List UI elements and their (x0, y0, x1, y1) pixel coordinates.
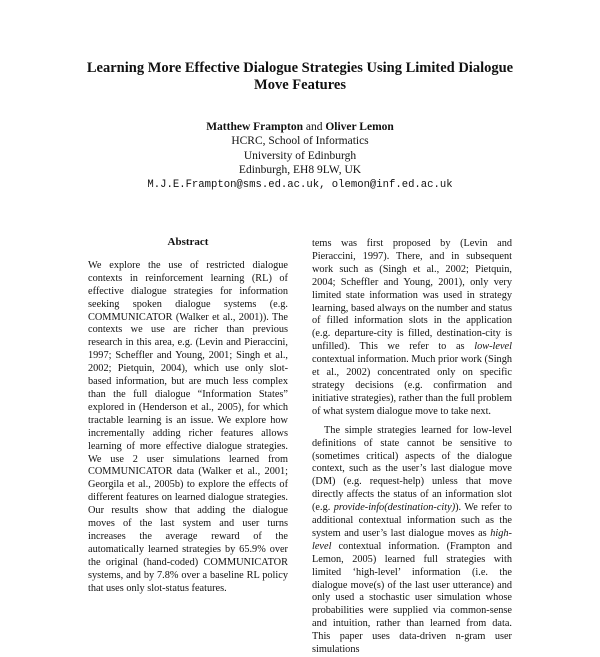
author-names (80, 120, 520, 134)
intro-paragraph-1: tems was first proposed by (Levin and Pieraccini, 1997). There, and in subsequent work such as (Singh et al., 2002; Pietquin, 2004; Scheffler and Young, 2001), only very limited state information was used in strategy learning, based always on the number and status of filled information slots in the application (e.g. departure-city is filled, destination-city is unfilled). This we refer to as low-level contextual information. Much prior work (Singh et al., 2002) concentrated only on specific strategy decisions (e.g. confirmation and initiative strategies), rather than the full problem of what system dialogue move to take next. (312, 238, 512, 417)
author-emails: M.J.E.Frampton@sms.ed.ac.uk, olemon@inf.ed.ac.uk (147, 178, 453, 191)
abstract-column (88, 236, 288, 595)
affiliation-line-3: Edinburgh, EH8 9LW, UK (238, 164, 362, 177)
affiliation-line-1: HCRC, School of Informatics (231, 135, 369, 148)
right-column (312, 238, 512, 657)
abstract-heading: Abstract (167, 236, 209, 248)
author-2: Oliver Lemon (325, 121, 394, 133)
intro-paragraph-2: The simple strategies learned for low-level definitions of state cannot be sensitive to (sometimes critical) aspects of the dialogue context, such as the user’s last dialogue move (DM) (e.g. request-help) unless that move directly affects the status of an information slot (e.g. provide-info(destination-city)). We refer to additional contextual information such as the system and user’s last dialogue moves as high-level contextual information. (Frampton and Lemon, 2005) learned full strategies with limited ‘high-level’ information (i.e. the dialogue move(s) of the last user utterance) and only used a stochastic user simulation whose probabilities were supplied via common-sense and intuition, rather than learned from data. This paper uses data-driven n-gram user simulations (312, 424, 512, 656)
paper-title (60, 60, 540, 94)
author-conjunction: and (305, 121, 323, 133)
author-block (80, 120, 520, 192)
abstract-text: We explore the use of restricted dialogue contexts in reinforcement learning (RL) of effective dialogue strategies for information seeking spoken dialogue systems (e.g. COMMUNICATOR (Walker et al., 2001)). The contexts we use are richer than previous research in this area, e.g. (Levin and Pieraccini, 1997; Scheffler and Young, 2001; Singh et al., 2002; Pietquin, 2004), which use only slot-based information, but are much less complex than the full dialogue “Information States” explored in (Henderson et al., 2005), for which tractable learning is an issue. We explore how incrementally adding richer features allows learning of more effective dialogue strategies. We use 2 user simulations learned from COMMUNICATOR data (Walker et al., 2001; Georgila et al., 2005b) to explore the effects of different features on learned dialogue strategies. Our results show that adding the dialogue moves of the last system and user turns increases the average reward of the automatically learned strategies by 65.9% over the original (hand-coded) COMMUNICATOR systems, and by 7.8% over a baseline RL policy that uses only slot-status features. (88, 259, 288, 594)
title-line-2: Move Features (254, 77, 346, 93)
title-line-1: Learning More Effective Dialogue Strategies Using Limited Dialogue (86, 60, 514, 76)
affiliation-line-2: University of Edinburgh (243, 149, 357, 162)
author-1: Matthew Frampton (206, 121, 303, 133)
